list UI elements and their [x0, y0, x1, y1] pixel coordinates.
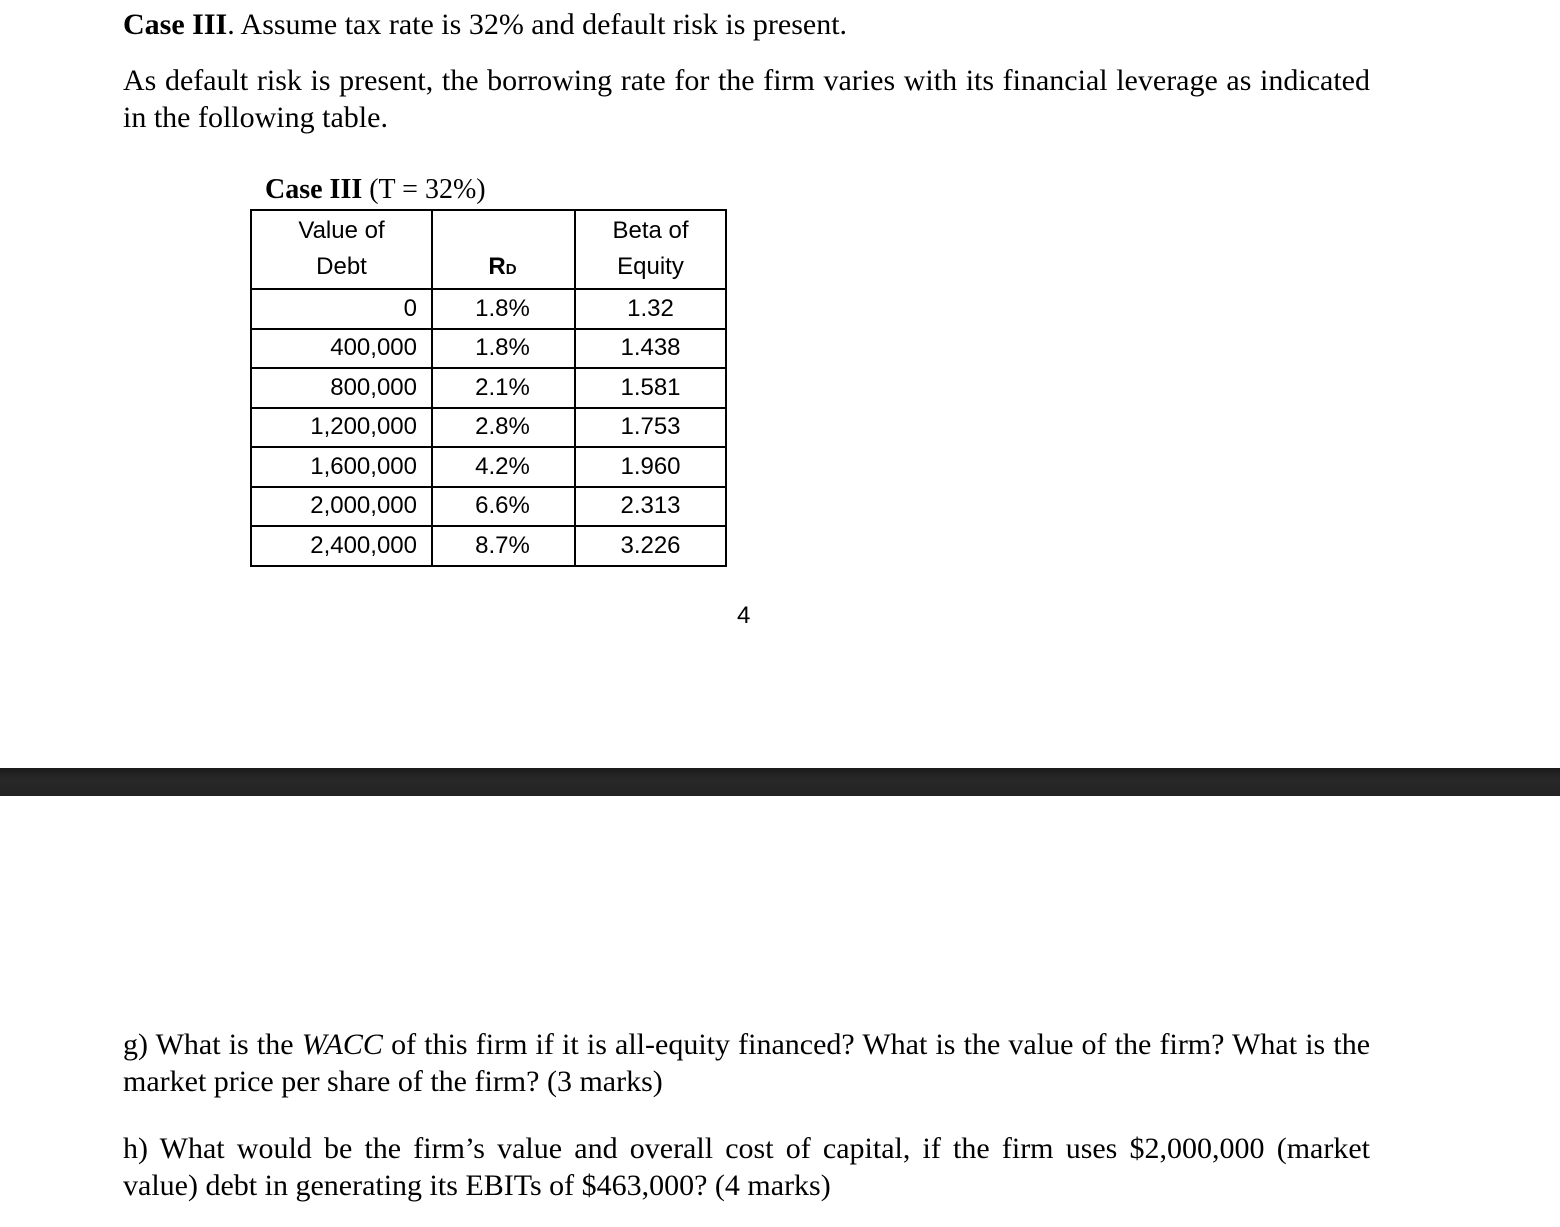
- cell-beta: 1.438: [575, 329, 726, 369]
- table-row: [251, 447, 726, 487]
- cell-beta: 1.960: [575, 447, 726, 487]
- question-h: h) What would be the firm’s value and overall cost of capital, if the firm uses $2,000,000 (market value) debt in generating its EBITs of $463,000? (4 marks): [123, 1132, 1370, 1202]
- debt-table: [250, 209, 727, 567]
- cell-debt: 2,000,000: [251, 487, 432, 527]
- header-beta-of-equity: Beta of Equity: [575, 210, 726, 289]
- table-caption: [265, 174, 486, 206]
- page-separator-bar: [0, 768, 1560, 796]
- table-header-row: [251, 210, 726, 289]
- cell-beta: 1.32: [575, 289, 726, 329]
- cell-debt: 800,000: [251, 368, 432, 408]
- header-rd: RD: [432, 210, 575, 289]
- question-g: g) What is the WACC of this firm if it is all-equity financed? What is the value of the firm? What is the market price per share of the firm? (3 marks): [123, 1028, 1371, 1098]
- case-label: Case III: [123, 8, 228, 41]
- table-row: [251, 526, 726, 566]
- table-row: [251, 368, 726, 408]
- cell-debt: 1,200,000: [251, 408, 432, 448]
- cell-rd: 1.8%: [432, 329, 575, 369]
- caption-rest: (T = 32%): [362, 174, 486, 205]
- table-row: [251, 408, 726, 448]
- cell-beta: 3.226: [575, 526, 726, 566]
- cell-rd: 1.8%: [432, 289, 575, 329]
- cell-rd: 2.8%: [432, 408, 575, 448]
- cell-beta: 1.581: [575, 368, 726, 408]
- case-text: . Assume tax rate is 32% and default risk is present.: [227, 8, 848, 41]
- page-number: 4: [737, 602, 751, 629]
- cell-debt: 1,600,000: [251, 447, 432, 487]
- cell-debt: 400,000: [251, 329, 432, 369]
- cell-rd: 4.2%: [432, 447, 575, 487]
- cell-rd: 6.6%: [432, 487, 575, 527]
- header-value-of-debt: Value of Debt: [251, 210, 432, 289]
- cell-debt: 2,400,000: [251, 526, 432, 566]
- caption-bold: Case III: [265, 174, 363, 205]
- cell-debt: 0: [251, 289, 432, 329]
- table-row: [251, 289, 726, 329]
- intro-paragraph: As default risk is present, the borrowing rate for the firm varies with its financial leverage as indicated in the following table.: [123, 64, 1370, 134]
- cell-beta: 2.313: [575, 487, 726, 527]
- case-heading: [123, 6, 1370, 43]
- table-row: [251, 487, 726, 527]
- cell-beta: 1.753: [575, 408, 726, 448]
- table-row: [251, 329, 726, 369]
- cell-rd: 2.1%: [432, 368, 575, 408]
- cell-rd: 8.7%: [432, 526, 575, 566]
